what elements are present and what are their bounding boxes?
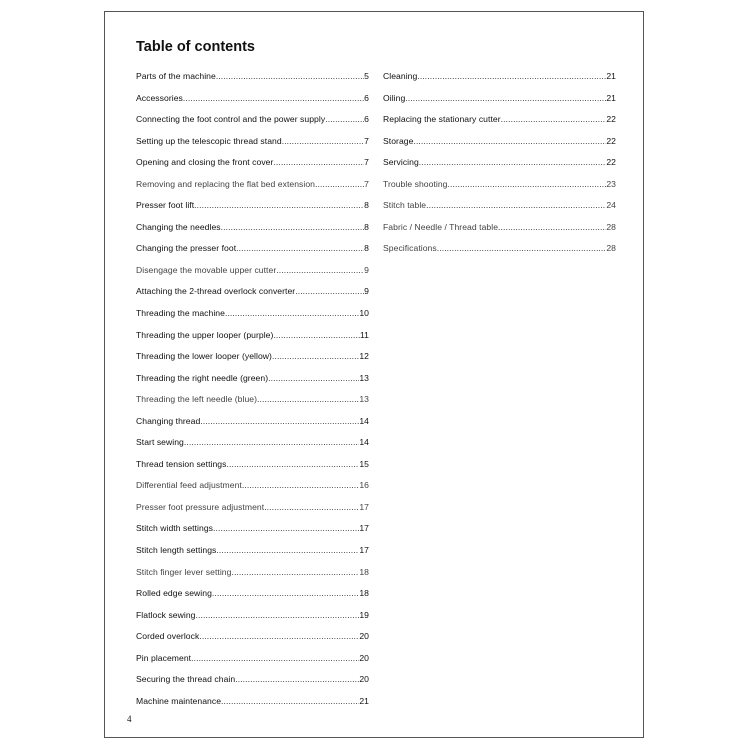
- toc-entry-title: Thread tension settings: [136, 458, 227, 469]
- toc-entry-title: Threading the right needle (green): [136, 372, 269, 383]
- dot-leader: [191, 652, 359, 664]
- toc-entry: [136, 135, 369, 157]
- toc-entry-page: 14: [359, 437, 369, 448]
- toc-entry: [136, 199, 369, 221]
- toc-entry-title: Rolled edge sewing: [136, 588, 212, 599]
- toc-entry-page: 20: [359, 631, 369, 642]
- toc-entry: [383, 92, 616, 114]
- dot-leader: [216, 70, 364, 82]
- toc-left-column: [136, 70, 369, 716]
- toc-entry: [136, 350, 369, 372]
- toc-entry-title: Accessories: [136, 92, 183, 103]
- toc-entry-page: 11: [359, 329, 369, 340]
- dot-leader: [183, 92, 364, 104]
- toc-entry-page: 21: [359, 695, 369, 706]
- toc-entry-title: Threading the machine: [136, 308, 225, 319]
- dot-leader: [199, 630, 359, 642]
- dot-leader: [448, 178, 607, 190]
- toc-entry: [136, 307, 369, 329]
- toc-entry-title: Presser foot lift: [136, 200, 195, 211]
- dot-leader: [325, 113, 364, 125]
- dot-leader: [273, 329, 360, 341]
- toc-entry-title: Pin placement: [136, 652, 192, 663]
- dot-leader: [282, 135, 364, 147]
- dot-leader: [501, 113, 607, 125]
- toc-right-column: [383, 70, 616, 264]
- toc-entry-title: Setting up the telescopic thread stand: [136, 135, 282, 146]
- toc-entry: [136, 221, 369, 243]
- toc-entry-page: 7: [364, 157, 369, 168]
- toc-entry-page: 22: [606, 114, 616, 125]
- toc-entry: [136, 522, 369, 544]
- toc-entry-page: 17: [359, 523, 369, 534]
- toc-entry-title: Opening and closing the front cover: [136, 157, 274, 168]
- toc-entry-title: Stitch width settings: [136, 523, 213, 534]
- toc-entry-page: 9: [364, 286, 369, 297]
- toc-entry-title: Connecting the foot control and the power supply: [136, 114, 326, 125]
- dot-leader: [196, 609, 360, 621]
- toc-entry: [136, 415, 369, 437]
- toc-entry: [136, 242, 369, 264]
- toc-entry-title: Threading the upper looper (purple): [136, 329, 274, 340]
- toc-entry-page: 17: [359, 545, 369, 556]
- toc-entry-page: 14: [359, 415, 369, 426]
- toc-entry-page: 13: [359, 372, 369, 383]
- toc-entry-page: 7: [364, 135, 369, 146]
- dot-leader: [276, 264, 364, 276]
- toc-entry-title: Stitch finger lever setting: [136, 566, 232, 577]
- toc-entry-page: 22: [606, 135, 616, 146]
- toc-entry-title: Stitch table: [383, 200, 427, 211]
- toc-entry-title: Oiling: [383, 92, 406, 103]
- dot-leader: [221, 221, 365, 233]
- dot-leader: [242, 479, 359, 491]
- toc-entry: [136, 501, 369, 523]
- toc-entry-title: Replacing the stationary cutter: [383, 114, 501, 125]
- toc-entry: [136, 113, 369, 135]
- dot-leader: [200, 415, 359, 427]
- toc-entry: [136, 695, 369, 717]
- dot-leader: [419, 156, 607, 168]
- toc-entry-page: 18: [359, 566, 369, 577]
- toc-entry: [136, 372, 369, 394]
- toc-entry: [136, 566, 369, 588]
- toc-entry-title: Changing thread: [136, 415, 201, 426]
- toc-entry-page: 12: [359, 351, 369, 362]
- dot-leader: [213, 522, 359, 534]
- toc-entry-page: 21: [606, 92, 616, 103]
- dot-leader: [226, 458, 359, 470]
- toc-entry-title: Storage: [383, 135, 414, 146]
- toc-entry-title: Changing the needles: [136, 221, 221, 232]
- dot-leader: [437, 242, 607, 254]
- dot-leader: [257, 393, 359, 405]
- toc-entry: [383, 113, 616, 135]
- toc-entry: [136, 285, 369, 307]
- dot-leader: [264, 501, 359, 513]
- toc-entry: [136, 479, 369, 501]
- toc-entry-title: Stitch length settings: [136, 545, 217, 556]
- toc-entry-page: 19: [359, 609, 369, 620]
- toc-entry-title: Disengage the movable upper cutter: [136, 264, 277, 275]
- toc-entry-title: Removing and replacing the flat bed extension: [136, 178, 316, 189]
- toc-entry-page: 8: [364, 243, 369, 254]
- toc-entry: [136, 178, 369, 200]
- toc-entry: [136, 630, 369, 652]
- toc-entry-page: 6: [364, 92, 369, 103]
- dot-leader: [231, 566, 359, 578]
- dot-leader: [194, 199, 364, 211]
- toc-entry: [136, 544, 369, 566]
- toc-entry: [136, 673, 369, 695]
- toc-entry: [383, 135, 616, 157]
- dot-leader: [216, 544, 359, 556]
- toc-entry-page: 22: [606, 157, 616, 168]
- dot-leader: [272, 350, 359, 362]
- toc-entry-page: 24: [606, 200, 616, 211]
- toc-entry-title: Fabric / Needle / Thread table: [383, 221, 499, 232]
- toc-entry-page: 18: [359, 588, 369, 599]
- toc-entry: [383, 70, 616, 92]
- toc-entry-title: Corded overlock: [136, 631, 200, 642]
- toc-entry-title: Differential feed adjustment: [136, 480, 242, 491]
- toc-entry: [383, 221, 616, 243]
- toc-entry-title: Servicing: [383, 157, 419, 168]
- toc-entry-page: 21: [606, 71, 616, 81]
- toc-entry-page: 16: [359, 480, 369, 491]
- dot-leader: [426, 199, 606, 211]
- dot-leader: [236, 242, 364, 254]
- toc-entry-title: Threading the lower looper (yellow): [136, 351, 272, 362]
- toc-entry: [136, 458, 369, 480]
- toc-entry: [136, 609, 369, 631]
- dot-leader: [315, 178, 364, 190]
- toc-entry-page: 23: [606, 178, 616, 189]
- toc-entry-page: 17: [359, 501, 369, 512]
- page-title: Table of contents: [136, 39, 255, 55]
- toc-entry: [136, 264, 369, 286]
- toc-entry-page: 10: [359, 308, 369, 319]
- dot-leader: [417, 70, 606, 82]
- toc-entry-title: Machine maintenance: [136, 695, 222, 706]
- toc-entry-title: Attaching the 2-thread overlock converter: [136, 286, 296, 297]
- toc-entry: [136, 92, 369, 114]
- toc-entry-title: Cleaning: [383, 71, 418, 81]
- page-number: 4: [127, 714, 132, 724]
- toc-entry-page: 13: [359, 394, 369, 405]
- toc-entry-page: 7: [364, 178, 369, 189]
- toc-entry: [136, 329, 369, 351]
- dot-leader: [235, 673, 359, 685]
- toc-entry: [136, 70, 369, 92]
- toc-entry-title: Start sewing: [136, 437, 184, 448]
- dot-leader: [295, 285, 364, 297]
- toc-entry-page: 20: [359, 652, 369, 663]
- dot-leader: [212, 587, 359, 599]
- dot-leader: [405, 92, 606, 104]
- toc-entry-title: Securing the thread chain: [136, 674, 236, 685]
- toc-entry: [136, 587, 369, 609]
- toc-entry-title: Presser foot pressure adjustment: [136, 501, 265, 512]
- toc-entry-title: Parts of the machine: [136, 71, 216, 81]
- dot-leader: [273, 156, 364, 168]
- toc-entry-page: 20: [359, 674, 369, 685]
- toc-entry: [136, 156, 369, 178]
- toc-entry-page: 8: [364, 200, 369, 211]
- dot-leader: [184, 436, 359, 448]
- toc-entry-page: 5: [364, 71, 369, 81]
- dot-leader: [413, 135, 606, 147]
- toc-entry: [136, 393, 369, 415]
- toc-entry-title: Threading the left needle (blue): [136, 394, 258, 405]
- dot-leader: [498, 221, 606, 233]
- toc-entry-title: Changing the presser foot: [136, 243, 237, 254]
- toc-entry-title: Specifications: [383, 243, 437, 254]
- dot-leader: [225, 307, 359, 319]
- toc-entry-page: 9: [364, 264, 369, 275]
- toc-entry: [136, 652, 369, 674]
- toc-entry-title: Flatlock sewing: [136, 609, 196, 620]
- toc-entry-page: 28: [606, 243, 616, 254]
- toc-entry: [136, 436, 369, 458]
- toc-entry-page: 6: [364, 114, 369, 125]
- toc-entry: [383, 242, 616, 264]
- dot-leader: [221, 695, 359, 707]
- toc-entry: [383, 178, 616, 200]
- toc-entry-page: 28: [606, 221, 616, 232]
- toc-entry: [383, 199, 616, 221]
- toc-entry: [383, 156, 616, 178]
- toc-entry-title: Trouble shooting: [383, 178, 448, 189]
- toc-entry-page: 8: [364, 221, 369, 232]
- dot-leader: [268, 372, 359, 384]
- toc-entry-page: 15: [359, 458, 369, 469]
